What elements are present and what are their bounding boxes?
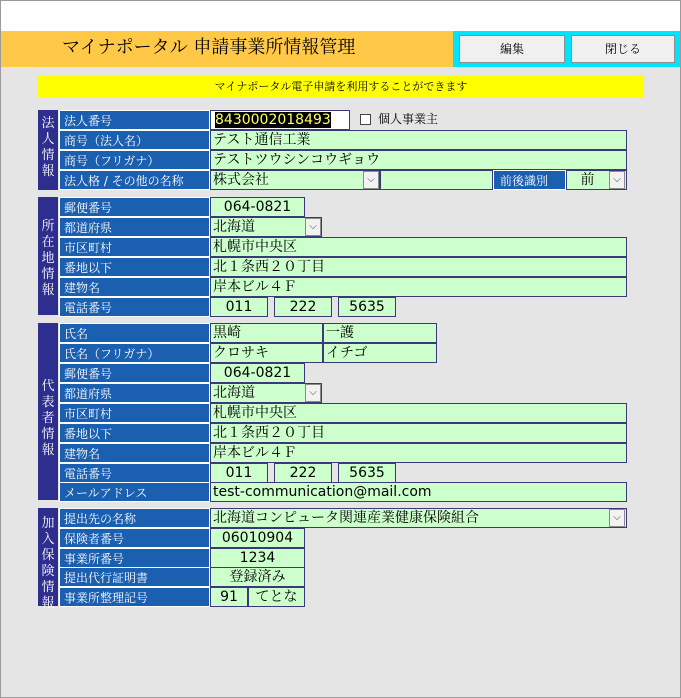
sole-proprietor-checkbox[interactable] [360,114,371,125]
location-prefecture-select[interactable]: 北海道 [210,217,322,237]
close-button[interactable]: 閉じる [571,35,675,63]
location-city-field[interactable]: 札幌市中央区 [210,237,627,257]
location-postal-label: 郵便番号 [59,197,210,217]
office-code-label: 事業所整理記号 [59,587,210,607]
sole-proprietor-label: 個人事業主 [378,112,439,126]
rep-email-label: メールアドレス [59,482,210,502]
agent-cert-label: 提出代行証明書 [59,567,210,587]
submit-to-select[interactable]: 北海道コンピュータ関連産業健康保険組合 [210,508,627,528]
section-representative-header [38,323,58,500]
rep-email-field[interactable]: test-communication@mail.com [210,482,627,502]
rep-building-label: 建物名 [59,443,210,463]
location-phone-number[interactable]: 5635 [338,297,396,317]
rep-postal-field[interactable]: 064-0821 [210,363,305,383]
corp-type-label: 法人格 / その他の名称 [59,170,210,190]
insurer-no-label: 保険者番号 [59,528,210,548]
location-city-label: 市区町村 [59,237,210,257]
location-prefecture-label: 都道府県 [59,217,210,237]
location-phone-area[interactable]: 011 [210,297,268,317]
location-address-field[interactable]: 北１条西２０丁目 [210,257,627,277]
office-no-field[interactable]: 1234 [210,548,305,568]
section-location-title: 所在地情報 [41,219,55,298]
location-building-label: 建物名 [59,277,210,297]
other-name-field[interactable] [380,170,493,190]
office-code-field-2[interactable]: てとな [248,587,305,607]
position-select[interactable]: 前 [566,170,627,190]
rep-first-name-kana-field[interactable]: イチゴ [323,343,437,363]
trade-name-label: 商号（法人名） [59,130,210,150]
chevron-down-icon[interactable]: ⌵ [305,218,321,236]
rep-postal-label: 郵便番号 [59,363,210,383]
section-insurance-title: 加入保険情報 [41,516,55,611]
rep-phone-local[interactable]: 222 [274,463,332,483]
rep-name-kana-label: 氏名（フリガナ） [59,343,210,363]
section-insurance-header [38,508,58,611]
rep-address-label: 番地以下 [59,423,210,443]
rep-last-name-field[interactable]: 黒崎 [210,323,323,343]
rep-phone-area[interactable]: 011 [210,463,268,483]
location-postal-field[interactable]: 064-0821 [210,197,305,217]
location-address-label: 番地以下 [59,257,210,277]
rep-city-label: 市区町村 [59,403,210,423]
insurer-no-field[interactable]: 06010904 [210,528,305,548]
section-location-header [38,197,58,315]
rep-phone-number[interactable]: 5635 [338,463,396,483]
page-title: マイナポータル 申請事業所情報管理 [62,37,356,58]
location-phone-local[interactable]: 222 [274,297,332,317]
rep-address-field[interactable]: 北１条西２０丁目 [210,423,627,443]
location-building-field[interactable]: 岸本ビル４Ｆ [210,277,627,297]
chevron-down-icon[interactable]: ⌵ [305,384,321,402]
rep-city-field[interactable]: 札幌市中央区 [210,403,627,423]
rep-last-name-kana-field[interactable]: クロサキ [210,343,323,363]
rep-name-label: 氏名 [59,323,210,343]
corp-number-field[interactable] [210,110,350,130]
corp-number-value: 8430002018493 [215,112,331,128]
agent-cert-field[interactable]: 登録済み [210,567,305,587]
chevron-down-icon[interactable]: ⌵ [609,171,625,189]
location-phone-label: 電話番号 [59,297,210,317]
status-notice: マイナポータル電子申請を利用することができます [38,75,644,98]
rep-building-field[interactable]: 岸本ビル４Ｆ [210,443,627,463]
submit-to-label: 提出先の名称 [59,508,210,528]
trade-name-kana-field[interactable]: テストツウシンコウギョウ [210,150,627,170]
rep-prefecture-select[interactable]: 北海道 [210,383,322,403]
rep-phone-label: 電話番号 [59,463,210,483]
edit-button[interactable]: 編集 [459,35,565,63]
top-blank-bar [1,1,680,31]
position-label: 前後識別 [493,170,566,190]
rep-prefecture-label: 都道府県 [59,383,210,403]
corp-type-select[interactable]: 株式会社 [210,170,380,190]
trade-name-field[interactable]: テスト通信工業 [210,130,627,150]
office-code-field-1[interactable]: 91 [210,587,248,607]
office-no-label: 事業所番号 [59,548,210,568]
chevron-down-icon[interactable]: ⌵ [363,171,379,189]
trade-name-kana-label: 商号（フリガナ） [59,150,210,170]
corp-number-label: 法人番号 [59,110,210,130]
section-representative-title: 代表者情報 [41,379,55,458]
rep-first-name-field[interactable]: 一護 [323,323,437,343]
chevron-down-icon[interactable]: ⌵ [609,509,625,527]
section-corporate-header [38,110,58,190]
section-corporate-title: 法人情報 [41,116,55,179]
